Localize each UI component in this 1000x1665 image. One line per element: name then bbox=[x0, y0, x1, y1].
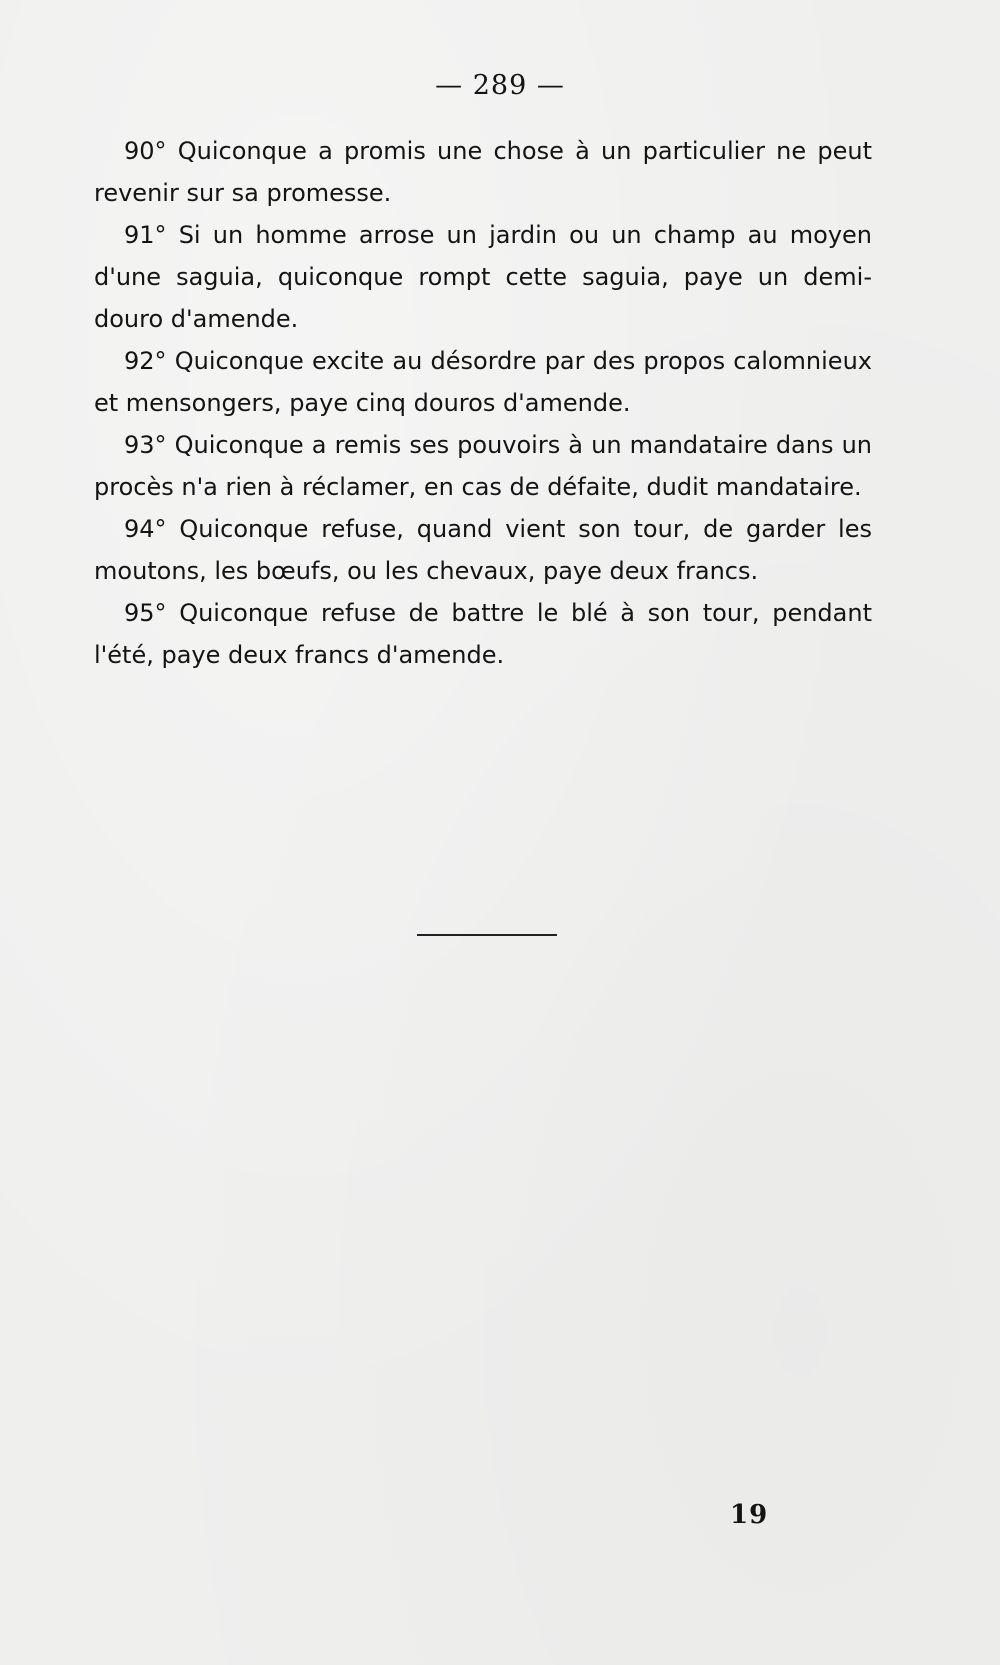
article-94: 94° Quiconque refuse, quand vient son tour, de garder les moutons, les bœufs, ou les chevaux, paye deux francs. bbox=[94, 515, 872, 585]
article-93: 93° Quiconque a remis ses pouvoirs à un mandataire dans un procès n'a rien à réclamer, en cas de défaite, dudit mandataire. bbox=[94, 431, 872, 501]
article-91: 91° Si un homme arrose un jardin ou un champ au moyen d'une saguia, quiconque rompt cette saguia, paye un demi-douro d'amende. bbox=[94, 221, 872, 333]
page-number: — 289 — bbox=[435, 70, 565, 101]
article-92: 92° Quiconque excite au désordre par des propos calomnieux et mensongers, paye cinq douros d'amende. bbox=[94, 347, 872, 417]
article-95: 95° Quiconque refuse de battre le blé à son tour, pendant l'été, paye deux francs d'amende. bbox=[94, 599, 872, 669]
article-list bbox=[94, 130, 872, 676]
signature-mark: 19 bbox=[730, 1500, 769, 1530]
section-divider bbox=[417, 934, 557, 936]
article-90: 90° Quiconque a promis une chose à un particulier ne peut revenir sur sa promesse. bbox=[94, 137, 872, 207]
